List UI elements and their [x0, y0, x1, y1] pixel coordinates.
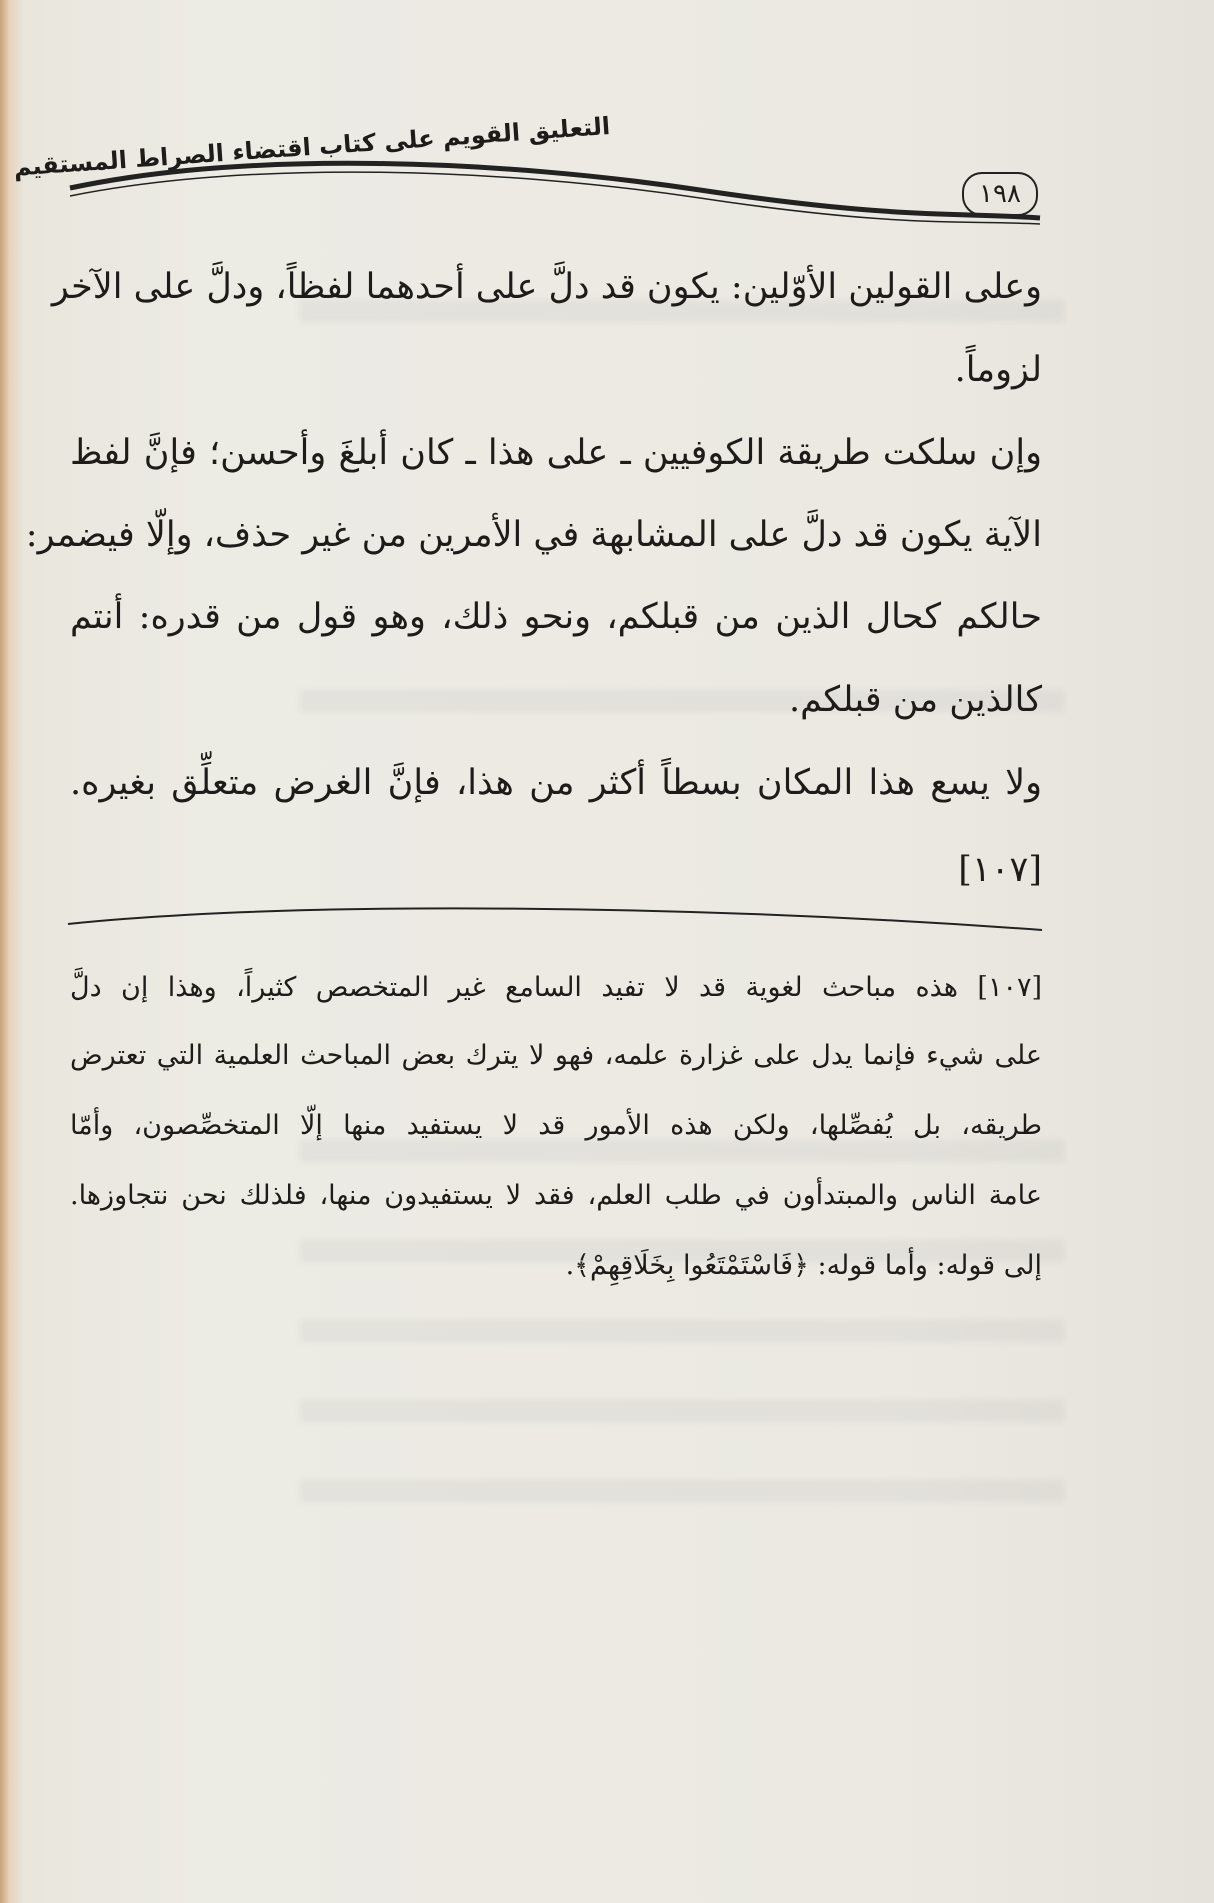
page-number: ١٩٨: [962, 172, 1038, 216]
show-through-text: [300, 1320, 1064, 1342]
show-through-text: [300, 1400, 1064, 1422]
body-line: كالذين من قبلكم.: [788, 680, 1042, 720]
body-line: ولا يسع هذا المكان بسطاً أكثر من هذا، فإنَّ الغرض متعلِّق بغيره.: [70, 763, 1042, 803]
footnote-marker: [١٠٧]: [958, 850, 1042, 890]
running-title: التعليق القويم على كتاب اقتضاء الصراط المستقيم: [12, 112, 611, 182]
footnote-line: طريقه، بل يُفصِّلها، ولكن هذه الأمور قد لا يستفيد منها إلّا المتخصِّصون، وأمّا: [70, 1110, 1042, 1141]
footnote-line: عامة الناس والمبتدأون في طلب العلم، فقد لا يستفيدون منها، فلذلك نحن نتجاوزها.: [70, 1180, 1042, 1211]
footnote-line: [١٠٧] هذه مباحث لغوية قد لا تفيد السامع غير المتخصص كثيراً، وهذا إن دلَّ: [70, 972, 1042, 1003]
footnote-line: إلى قوله: وأما قوله: ﴿فَاسْتَمْتَعُوا بِخَلَاقِهِمْ﴾.: [565, 1250, 1042, 1281]
footnote-separator: [68, 908, 1042, 930]
body-line: وإن سلكت طريقة الكوفيين ـ على هذا ـ كان أبلغَ وأحسن؛ فإنَّ لفظ: [70, 433, 1042, 473]
show-through-text: [300, 1480, 1064, 1502]
body-line: لزوماً.: [954, 350, 1042, 390]
body-line: حالكم كحال الذين من قبلكم، ونحو ذلك، وهو قول من قدره: أنتم: [70, 597, 1042, 637]
body-line: وعلى القولين الأوّلين: يكون قد دلَّ على أحدهما لفظاً، ودلَّ على الآخر: [51, 267, 1042, 307]
body-line: الآية يكون قد دلَّ على المشابهة في الأمرين من غير حذف، وإلّا فيضمر:: [25, 515, 1042, 555]
footnote-line: على شيء فإنما يدل على غزارة علمه، فهو لا يترك بعض المباحث العلمية التي تعترض: [70, 1040, 1043, 1071]
